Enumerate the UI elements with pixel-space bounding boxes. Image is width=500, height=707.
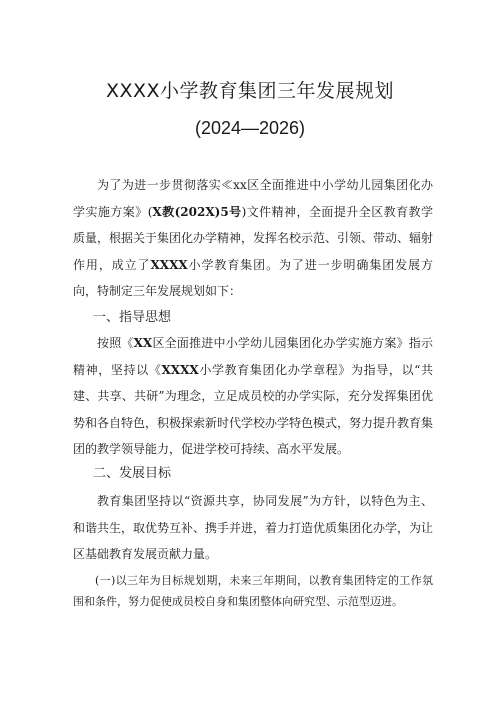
section-heading-guiding: 一、指导思想 [93,310,172,325]
document-subtitle: (2024—2026) [194,118,306,138]
guiding-paragraph: 按照《XX区全面推进中小学幼儿园集团化办学实施方案》指示精神，坚持以《XXXX小学教育集团化办学章程》为指导，以“共建、共享、共研”为理念，立足成员校的办学实际，充分发挥集团优势和各自特色，积极探索新时代学校办学特色模式，努力提升教育集团的教学领导能力，促进学校可持续、高水平发展。 [73,336,434,456]
document-title: XXXX小学教育集团三年发展规划 [105,80,395,102]
group-name: XXXX [150,257,188,272]
intro-paragraph: 为了为进一步贯彻落实≪xx区全面推进中小学幼儿园集团化办学实施方案》(X教(202X)5号)文件精神，全面提升全区教育教学质量，根据关于集团化办学精神，发挥名校示范、引领、带动、辐射作用，成立了XXXX小学教育集团。为了进一步明确集团发展方向，特制定三年发展规划如下： [73,178,434,298]
section-heading-goals: 二、发展目标 [93,466,172,481]
goal-item-1: (一)以三年为目标规划期，未来三年期间，以教育集团特定的工作氛围和条件，努力促使成员校自身和集团整体向研究型、示范型迈进。 [73,574,433,608]
goals-paragraph: 教育集团坚持以“资源共享，协同发展”为方针，以特色为主、和谐共生，取优势互补、携手并进，着力打造优质集团化办学，为让区基础教育发展贡献力量。 [73,494,434,561]
doc-number: X教(202X)5号 [152,204,242,219]
